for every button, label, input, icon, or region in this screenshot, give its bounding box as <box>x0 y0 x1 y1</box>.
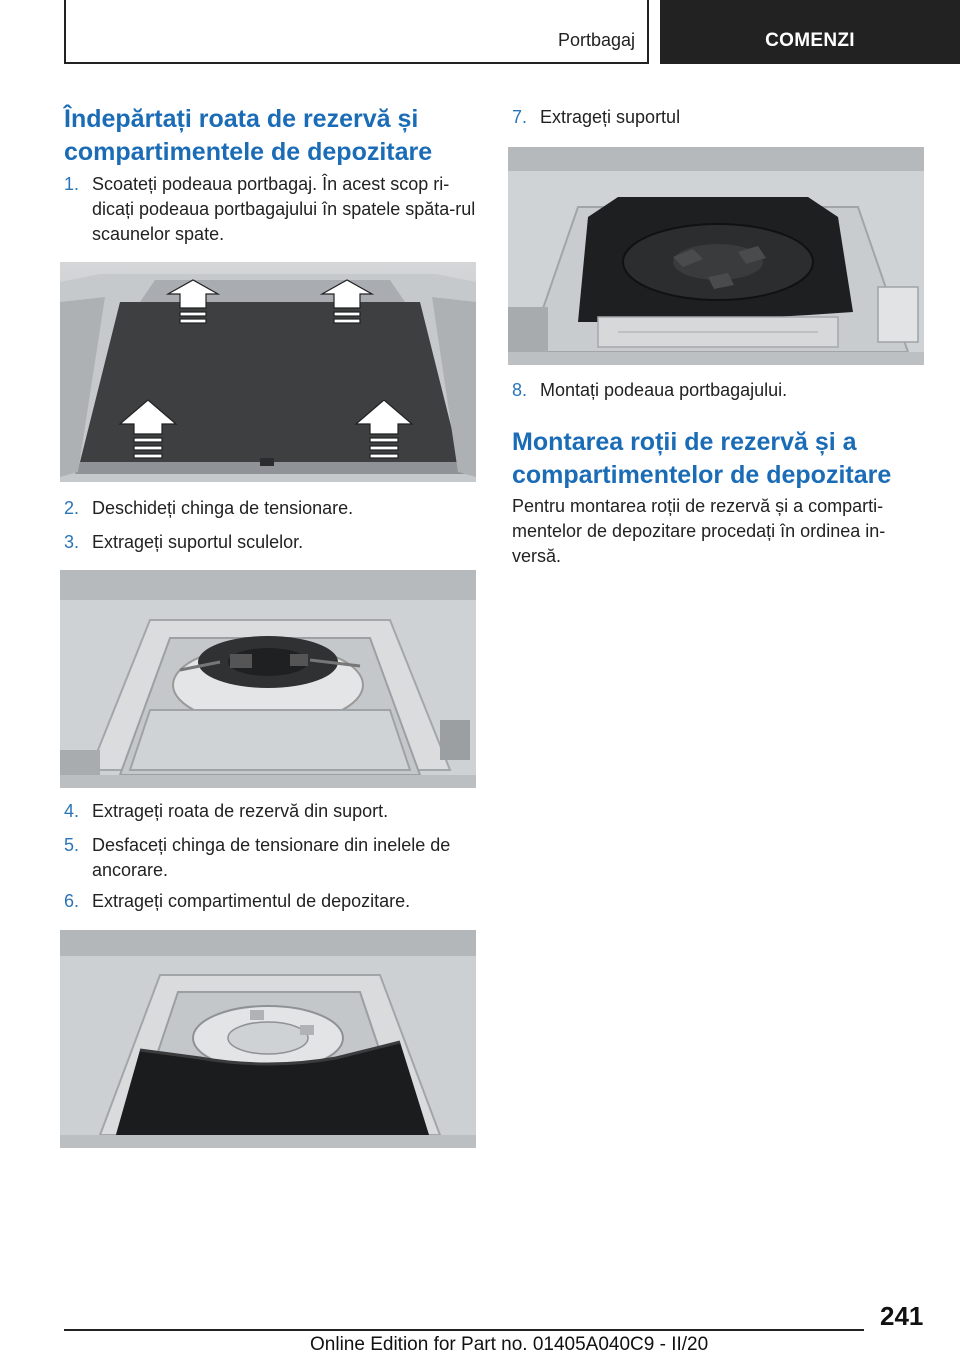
step-6 <box>64 889 476 914</box>
step-number: 1. <box>64 174 80 194</box>
step-7 <box>512 105 924 130</box>
heading-remove-spare-wheel: Îndepărtați roata de rezervă și compartimentele de depozitare <box>64 105 433 166</box>
figure-trunk-floor-lift <box>60 262 476 482</box>
step-number: 3. <box>64 532 80 552</box>
figure-tool-holder <box>60 570 476 788</box>
step-text: Scoateți podeaua portbagaj. În acest scop ri‐dicați podeaua portbagajului în spatele spăta‐rul scaunelor spate. <box>92 174 476 244</box>
step-number: 7. <box>512 107 528 127</box>
step-number: 6. <box>64 891 80 911</box>
step-1 <box>64 172 476 247</box>
section-title: Portbagaj <box>557 30 635 50</box>
step-text: Deschideți chinga de tensionare. <box>92 498 354 518</box>
install-instructions-paragraph: Pentru montarea roții de rezervă și a comparti‐mentelor de depozitare procedați în ordinea in‐versă. <box>512 496 886 566</box>
running-header-section-box <box>64 0 649 64</box>
step-text: Extrageți suportul sculelor. <box>92 532 304 552</box>
step-number: 5. <box>64 835 80 855</box>
step-number: 2. <box>64 498 80 518</box>
trunk-storage-compartment-icon <box>60 930 476 1148</box>
running-header-chapter-box <box>660 0 960 64</box>
chapter-title: COMENZI <box>765 30 855 51</box>
edition-footer: Online Edition for Part no. 01405A040C9 - II/20 <box>310 1334 709 1355</box>
step-5 <box>64 833 476 883</box>
trunk-spare-wheel-tool-holder-icon <box>60 570 476 788</box>
figure-storage-compartment <box>60 930 476 1148</box>
heading-install-spare-wheel: Montarea roții de rezervă și a compartimentelor de depozitare <box>512 428 892 489</box>
step-text: Desfaceți chinga de tensionare din inelele de ancorare. <box>92 835 451 880</box>
step-number: 8. <box>512 380 528 400</box>
step-text: Extrageți suportul <box>540 107 681 127</box>
step-4 <box>64 799 476 824</box>
step-text: Montați podeaua portbagajului. <box>540 380 788 400</box>
step-8 <box>512 378 924 403</box>
step-2 <box>64 496 476 521</box>
trunk-floor-with-lift-arrows-icon <box>60 262 476 482</box>
trunk-spare-wheel-holder-icon <box>508 147 924 365</box>
figure-holder-removal <box>508 147 924 365</box>
page-number: 241 <box>880 1301 924 1331</box>
footer-rule <box>64 1329 864 1331</box>
step-3 <box>64 530 476 555</box>
step-text: Extrageți compartimentul de depozitare. <box>92 891 411 911</box>
step-text: Extrageți roata de rezervă din suport. <box>92 801 389 821</box>
step-number: 4. <box>64 801 80 821</box>
